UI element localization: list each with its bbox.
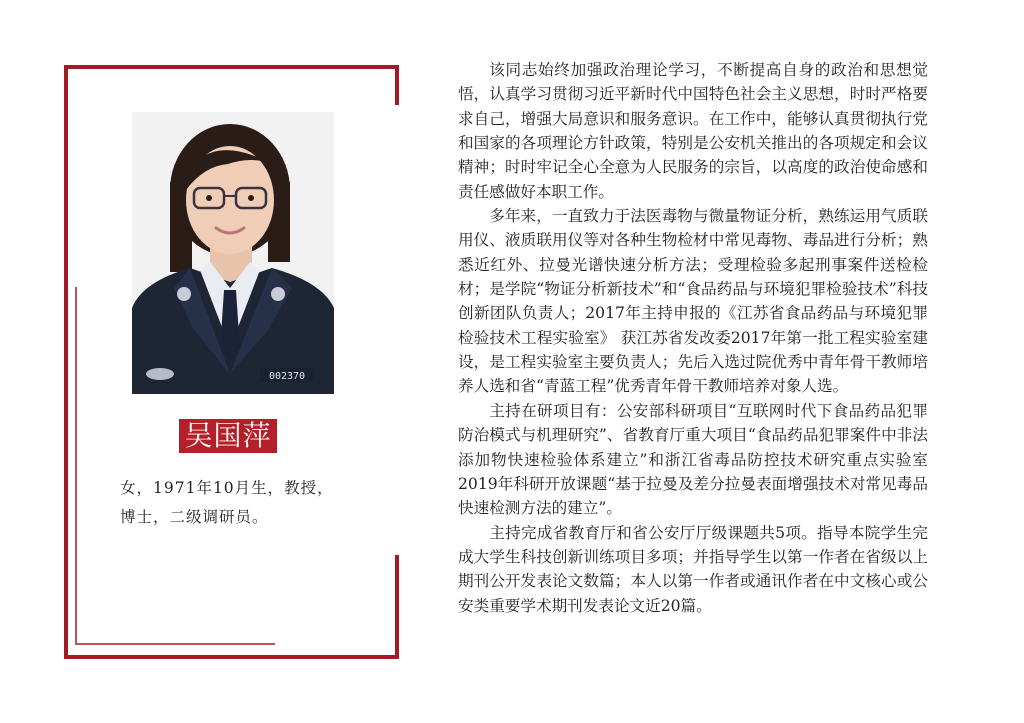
paragraph-political: 该同志始终加强政治理论学习，不断提高自身的政治和思想觉悟，认真学习贯彻习近平新时代中国特色社会主义思想，时时严格要求自己，增强大局意识和服务意识。在工作中，能够认真贯彻执行党和国家的各项理论方针政策，特别是公安机关推出的各项规定和会议精神；时时牢记全心全意为人民服务的宗旨，以高度的政治使命感和责任感做好本职工作。: [458, 61, 928, 201]
paragraph-completed-projects: 主持完成省教育厅和省公安厅厅级课题共5项。指导本院学生完成大学生科技创新训练项目多项；并指导学生以第一作者在省级以上期刊公开发表论文数篇；本人以第一作者或通讯作者在中文核心或公安类重要学术期刊发表论文近20篇。: [458, 523, 928, 615]
paragraph-research-work: 多年来，一直致力于法医毒物与微量物证分析，熟练运用气质联用仪、液质联用仪等对各种生物检材中常见毒物、毒品进行分析；熟悉近红外、拉曼光谱快速分析方法；受理检验多起刑事案件送检检材；是学院“物证分析新技术”和“食品药品与环境犯罪检验技术”科技创新团队负责人；2017年主持申报的《江苏省食品药品与环境犯罪检验技术工程实验室》 获江苏省发改委2017年第一批工程实验室建设，是工程实验室主要负责人；先后入选过院优秀中青年骨干教师培养人选和省“青蓝工程”优秀青年骨干教师培养对象人选。: [458, 207, 928, 396]
frame-left-line: [64, 65, 68, 659]
frame-right-line-bottom: [395, 555, 399, 659]
name-badge: 吴国萍: [179, 419, 277, 453]
portrait-photo: [132, 112, 334, 394]
badge-number-text: 002370: [268, 371, 306, 382]
bio-line-2: 博士，二级调研员。: [120, 508, 269, 526]
bio-line-1: 女，1971年10月生，教授，: [120, 479, 334, 497]
frame-bottom-line: [64, 655, 399, 659]
short-bio: [120, 474, 370, 532]
frame-right-line-top: [395, 65, 399, 105]
paragraph-ongoing-projects: 主持在研项目有：公安部科研项目“互联网时代下食品药品犯罪防治模式与机理研究”、省教育厅重大项目“食品药品犯罪案件中非法添加物快速检验体系建立”和浙江省毒品防控技术研究重点实验室2019年科研开放课题“基于拉曼及差分拉曼表面增强技术对常见毒品快速检测方法的建立”。: [458, 401, 928, 518]
inner-frame-bottom-line: [75, 643, 275, 645]
frame-top-line: [64, 65, 399, 69]
profile-description: [458, 58, 928, 618]
inner-frame-left-line: [75, 287, 77, 645]
